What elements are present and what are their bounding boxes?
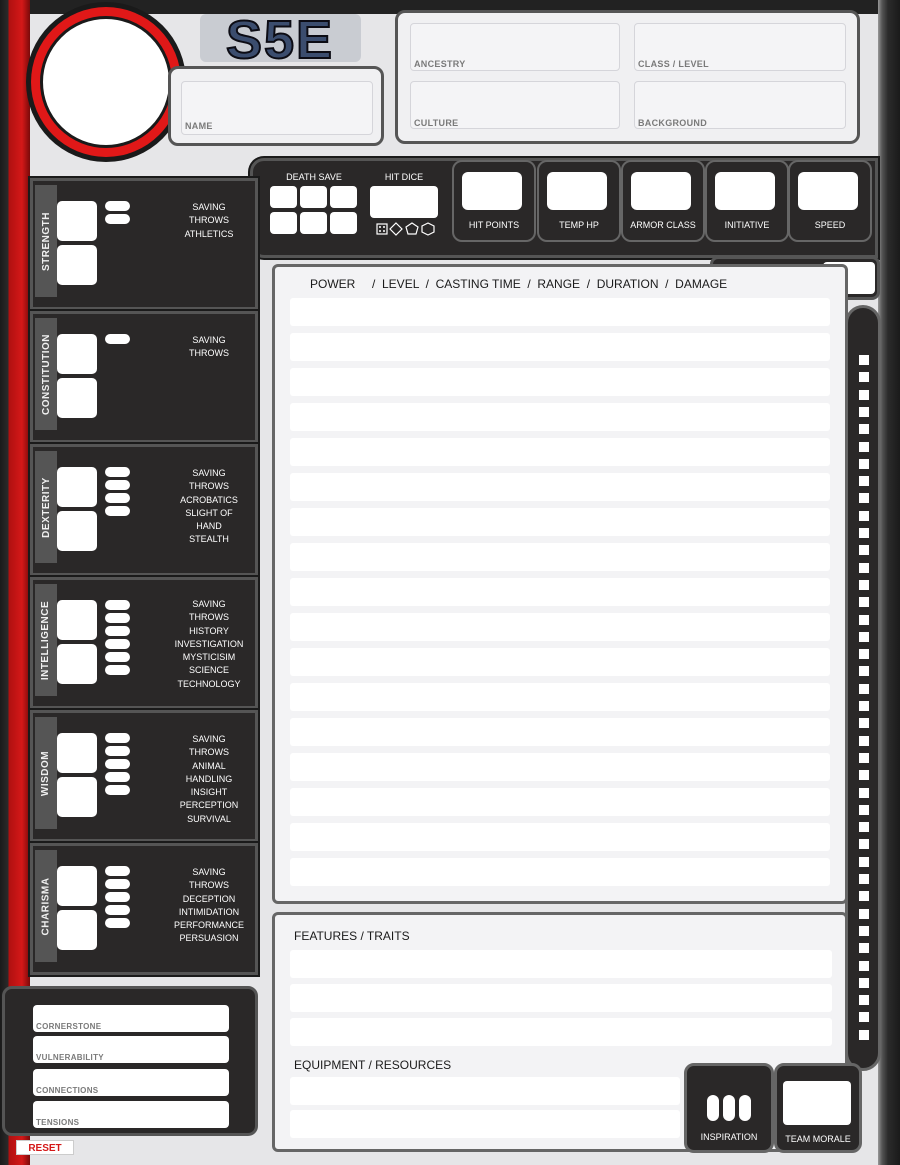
technology-prof[interactable] <box>105 665 130 675</box>
portrait-frame <box>26 2 186 162</box>
hit-points-box[interactable] <box>452 160 536 242</box>
culture-label: CULTURE <box>414 118 459 128</box>
skill-label: SLIGHT OF HAND <box>185 507 233 532</box>
team-morale-box <box>774 1063 862 1153</box>
constitution-modifier[interactable] <box>57 378 97 418</box>
constitution-save-prof[interactable] <box>105 334 130 344</box>
dexterity-modifier[interactable] <box>57 511 97 551</box>
strength-panel <box>30 178 258 310</box>
strength-label: STRENGTH <box>40 211 52 271</box>
power-row[interactable] <box>290 508 830 536</box>
skill-label: HISTORY <box>189 625 229 636</box>
strength-score[interactable] <box>57 201 97 241</box>
power-slot-checkbox[interactable] <box>859 961 869 971</box>
cornerstone-label: CORNERSTONE <box>36 1022 102 1031</box>
power-slot-checkbox[interactable] <box>859 666 869 676</box>
initiative-box[interactable] <box>705 160 789 242</box>
power-slot-checkbox[interactable] <box>859 978 869 988</box>
skill-label: ANIMAL HANDLING <box>185 760 233 784</box>
mysticism-prof[interactable] <box>105 639 130 649</box>
history-prof[interactable] <box>105 613 130 623</box>
power-slot-checkbox[interactable] <box>859 390 869 400</box>
skill-label: PERCEPTION <box>179 800 239 811</box>
power-slot-checkbox[interactable] <box>859 718 869 728</box>
power-slot-checkbox[interactable] <box>859 995 869 1005</box>
death-save-success-2[interactable] <box>300 186 327 208</box>
power-slot-checkbox[interactable] <box>859 355 869 365</box>
skill-label: ACROBATICS <box>180 494 238 505</box>
power-row[interactable] <box>290 543 830 571</box>
feature-row[interactable] <box>290 984 832 1012</box>
power-slot-checkbox[interactable] <box>859 476 869 486</box>
power-slot-checkbox[interactable] <box>859 1030 869 1040</box>
power-row[interactable] <box>290 578 830 606</box>
power-slot-checkbox[interactable] <box>859 857 869 867</box>
death-save-fail-1[interactable] <box>270 212 297 234</box>
inspiration-label: INSPIRATION <box>700 1132 758 1142</box>
skill-label: SCIENCE <box>188 665 229 676</box>
death-save-success-1[interactable] <box>270 186 297 208</box>
power-slot-checkbox[interactable] <box>859 615 869 625</box>
hit-dice-group <box>368 172 440 238</box>
intimidation-prof[interactable] <box>105 892 130 902</box>
dexterity-label: DEXTERITY <box>40 476 52 538</box>
power-row[interactable] <box>290 473 830 501</box>
power-slot-checkbox[interactable] <box>859 770 869 780</box>
speed-box[interactable] <box>788 160 872 242</box>
speed-label: SPEED <box>814 220 846 230</box>
dexterity-save-prof[interactable] <box>105 467 130 477</box>
power-slot-checkbox[interactable] <box>859 788 869 798</box>
skill-label: SURVIVAL <box>187 813 231 824</box>
intelligence-score[interactable] <box>57 600 97 640</box>
identity-panel <box>395 10 860 144</box>
power-row[interactable] <box>290 403 830 431</box>
power-slot-checkbox[interactable] <box>859 632 869 642</box>
power-slot-checkbox[interactable] <box>859 372 869 382</box>
skill-label: INSIGHT <box>190 787 228 798</box>
death-save-group <box>268 172 360 238</box>
skill-label: SAVING THROWS <box>189 599 229 623</box>
charisma-save-prof[interactable] <box>105 866 130 876</box>
death-save-label: DEATH SAVE <box>286 172 342 182</box>
portrait-image-slot[interactable] <box>40 16 172 148</box>
acrobatics-prof[interactable] <box>105 480 130 490</box>
science-prof[interactable] <box>105 652 130 662</box>
inspiration-token-3[interactable] <box>739 1095 751 1121</box>
feature-row[interactable] <box>290 950 832 978</box>
tensions-label: TENSIONS <box>36 1118 80 1127</box>
power-row[interactable] <box>290 683 830 711</box>
power-row[interactable] <box>290 438 830 466</box>
death-save-success-3[interactable] <box>330 186 357 208</box>
power-slot-checkbox[interactable] <box>859 909 869 919</box>
dexterity-panel <box>30 444 258 576</box>
feature-row[interactable] <box>290 1018 832 1046</box>
wisdom-save-prof[interactable] <box>105 733 130 743</box>
athletics-prof[interactable] <box>105 214 130 224</box>
ancestry-label: ANCESTRY <box>414 59 466 69</box>
wisdom-modifier[interactable] <box>57 777 97 817</box>
charisma-modifier[interactable] <box>57 910 97 950</box>
survival-prof[interactable] <box>105 785 130 795</box>
power-row[interactable] <box>290 823 830 851</box>
skill-label: INVESTIGATION <box>174 638 244 649</box>
inspiration-token-2[interactable] <box>723 1095 735 1121</box>
strength-modifier[interactable] <box>57 245 97 285</box>
death-save-fail-3[interactable] <box>330 212 357 234</box>
power-row[interactable] <box>290 718 830 746</box>
insight-prof[interactable] <box>105 759 130 769</box>
power-slot-checkbox[interactable] <box>859 926 869 936</box>
deception-prof[interactable] <box>105 879 130 889</box>
power-slot-checkbox[interactable] <box>859 684 869 694</box>
wisdom-panel <box>30 710 258 842</box>
power-slot-checkbox[interactable] <box>859 1012 869 1022</box>
death-save-fail-2[interactable] <box>300 212 327 234</box>
features-label: FEATURES / TRAITS <box>294 929 410 943</box>
power-slot-checkbox[interactable] <box>859 511 869 521</box>
temp-hp-label: TEMP HP <box>559 220 599 230</box>
skill-label: SAVING THROWS <box>189 867 229 891</box>
intelligence-save-prof[interactable] <box>105 600 130 610</box>
power-slot-checkbox[interactable] <box>859 580 869 590</box>
power-row[interactable] <box>290 753 830 781</box>
name-panel <box>168 66 384 146</box>
skill-label: ATHLETICS <box>184 228 234 239</box>
power-slot-checkbox[interactable] <box>859 805 869 815</box>
strength-save-prof[interactable] <box>105 201 130 211</box>
power-slot-checkbox[interactable] <box>859 649 869 659</box>
inspiration-box <box>684 1063 774 1153</box>
background-label: BACKGROUND <box>638 118 707 128</box>
power-slot-checkbox[interactable] <box>859 407 869 417</box>
power-slot-checkbox[interactable] <box>859 736 869 746</box>
skill-label: PERFORMANCE <box>173 920 244 931</box>
power-row[interactable] <box>290 613 830 641</box>
skill-label: SAVING THROWS <box>189 335 229 359</box>
power-row[interactable] <box>290 298 830 326</box>
dexterity-score[interactable] <box>57 467 97 507</box>
equipment-label: EQUIPMENT / RESOURCES <box>294 1058 452 1072</box>
skill-label: DECEPTION <box>182 893 236 904</box>
equipment-row[interactable] <box>290 1077 680 1105</box>
hit-dice-label: HIT DICE <box>384 172 424 182</box>
wisdom-label: WISDOM <box>40 750 52 796</box>
power-row[interactable] <box>290 648 830 676</box>
intelligence-label: INTELLIGENCE <box>40 600 52 680</box>
power-slot-checkbox[interactable] <box>859 563 869 573</box>
reset-button[interactable]: RESET <box>16 1140 74 1155</box>
power-slot-checkbox[interactable] <box>859 822 869 832</box>
charisma-score[interactable] <box>57 866 97 906</box>
skill-label: SAVING THROWS <box>189 734 229 758</box>
power-slot-checkbox[interactable] <box>859 874 869 884</box>
initiative-label: INITIATIVE <box>724 220 770 230</box>
skill-label: TECHNOLOGY <box>177 678 241 689</box>
animal-handling-prof[interactable] <box>105 746 130 756</box>
hit-dice-field[interactable] <box>370 186 438 218</box>
constitution-label: CONSTITUTION <box>40 333 52 415</box>
skill-label: SAVING THROWS <box>189 468 229 492</box>
stealth-prof[interactable] <box>105 506 130 516</box>
power-row[interactable] <box>290 858 830 886</box>
skill-label: INTIMIDATION <box>178 906 240 917</box>
performance-prof[interactable] <box>105 905 130 915</box>
inspiration-token-1[interactable] <box>707 1095 719 1121</box>
power-slot-checkbox[interactable] <box>859 943 869 953</box>
vulnerability-label: VULNERABILITY <box>36 1053 104 1062</box>
intelligence-panel <box>30 577 258 709</box>
wisdom-score[interactable] <box>57 733 97 773</box>
powers-header: POWER / LEVEL / CASTING TIME / RANGE / DURATION / DAMAGE <box>310 277 728 291</box>
power-slot-checkbox[interactable] <box>859 459 869 469</box>
equipment-row[interactable] <box>290 1110 680 1138</box>
investigation-prof[interactable] <box>105 626 130 636</box>
power-slot-checkbox[interactable] <box>859 701 869 711</box>
power-slot-checkbox[interactable] <box>859 891 869 901</box>
power-slot-checkbox[interactable] <box>859 753 869 763</box>
constitution-score[interactable] <box>57 334 97 374</box>
team-morale-field[interactable] <box>783 1081 851 1125</box>
skill-label: SAVING THROWS <box>189 202 229 226</box>
power-row[interactable] <box>290 333 830 361</box>
power-slot-checkbox[interactable] <box>859 839 869 849</box>
constitution-panel <box>30 311 258 443</box>
power-row[interactable] <box>290 368 830 396</box>
class-level-label: CLASS / LEVEL <box>638 59 709 69</box>
temp-hp-box[interactable] <box>537 160 621 242</box>
persuasion-prof[interactable] <box>105 918 130 928</box>
charisma-panel <box>30 843 258 975</box>
intelligence-modifier[interactable] <box>57 644 97 684</box>
power-slot-checkbox[interactable] <box>859 424 869 434</box>
hit-points-label: HIT POINTS <box>468 220 520 230</box>
power-slot-checkbox[interactable] <box>859 545 869 555</box>
skill-label: STEALTH <box>189 534 229 545</box>
skill-label: PERSUASION <box>179 933 239 944</box>
dice-shapes-icon <box>376 222 436 236</box>
team-morale-label: TEAM MORALE <box>785 1134 851 1144</box>
s5e-logo <box>198 10 363 66</box>
armor-class-label: ARMOR CLASS <box>630 220 696 230</box>
power-slot-checkbox[interactable] <box>859 597 869 607</box>
armor-class-box[interactable] <box>621 160 705 242</box>
logo-text: S5E <box>225 10 335 66</box>
power-row[interactable] <box>290 788 830 816</box>
name-label: NAME <box>185 121 213 131</box>
sleight-of-hand-prof[interactable] <box>105 493 130 503</box>
power-slot-checkbox[interactable] <box>859 442 869 452</box>
perception-prof[interactable] <box>105 772 130 782</box>
power-slot-checkbox[interactable] <box>859 493 869 503</box>
power-slot-checkbox[interactable] <box>859 528 869 538</box>
skill-label: MYSTICISIM <box>182 652 236 663</box>
right-dark-border <box>878 0 900 1165</box>
charisma-label: CHARISMA <box>40 877 52 935</box>
connections-label: CONNECTIONS <box>36 1086 99 1095</box>
